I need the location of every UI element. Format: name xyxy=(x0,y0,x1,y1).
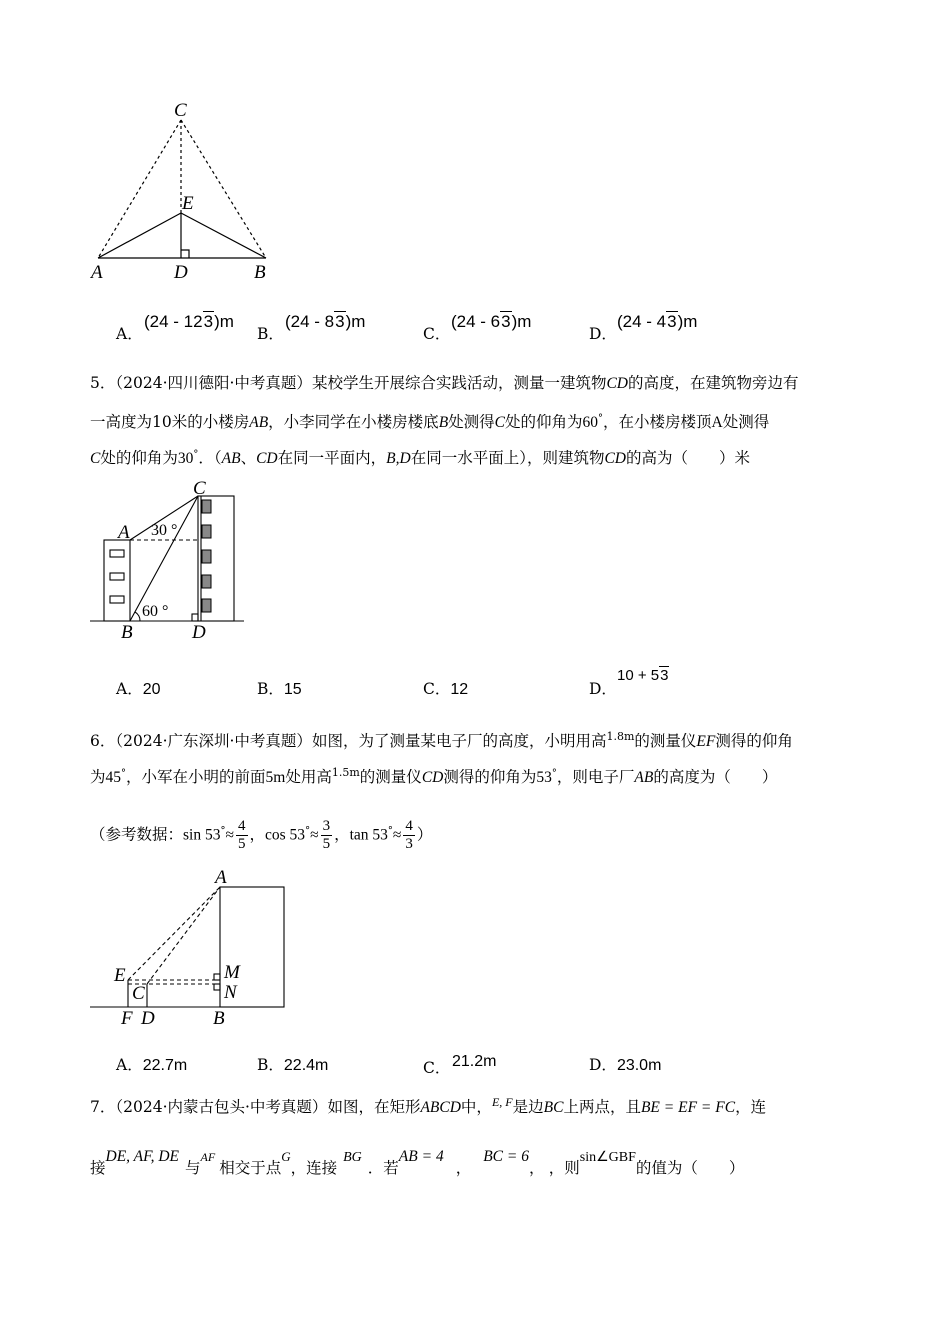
q4-option-c-value: (24 - 63)m xyxy=(451,312,532,331)
q4-option-a-value: (24 - 123)m xyxy=(144,312,234,331)
q6-line-1: 6．（2024·广东深圳·中考真题）如图，为了测量某电子厂的高度，小明用高$^{1.8m}$的测量仪EF测得的仰角 xyxy=(90,730,793,751)
q7-line-1: 7．（2024·内蒙古包头·中考真题）如图，在矩形ABCD中，$^{E, F}$是边BC上两点，且BE = EF = FC，连 xyxy=(90,1095,767,1117)
q6-line-2: 为45°，小军在小明的前面5m处用高$^{1.5m}$的测量仪CD测得的仰角为53°，则电子厂AB的高度为（ ） xyxy=(90,766,778,787)
fig4-label-c: C xyxy=(174,100,187,121)
q4-option-b-value: (24 - 83)m xyxy=(285,312,366,331)
q6-option-d[interactable]: D．23.0m xyxy=(589,1056,662,1074)
q4-option-d[interactable]: D． xyxy=(589,325,617,343)
q5-line-1: 5．（2024·四川德阳·中考真题）某校学生开展综合实践活动，测量一建筑物CD的高度，在建筑物旁边有 xyxy=(90,374,799,392)
q5-option-c[interactable]: C．12 xyxy=(423,680,469,698)
q5-option-b[interactable]: B．15 xyxy=(257,680,302,698)
q6-reference-data: （参考数据：sin 53°≈ $\frac{4}{5}$ ，cos 53°≈ $\frac{3}{5}$ ，tan 53°≈ $\frac{4}{3}$ ） xyxy=(90,818,433,852)
q6-fig-label-f: F xyxy=(121,1008,133,1029)
q5-option-d[interactable]: D． xyxy=(589,680,617,698)
q7-line-2: 接DE, AF, DE与$^{AF}$相交于点$^G$，连接BG．若AB = 4，BC = 6， ，则sin∠GBF的值为（ ） xyxy=(90,1148,745,1177)
fig4-label-d: D xyxy=(174,262,188,283)
q6-fig-label-e: E xyxy=(114,965,126,986)
q5-fig-angle-30: 30 ° xyxy=(151,522,178,539)
sight-c-a xyxy=(147,887,220,984)
q4-option-c[interactable]: C． xyxy=(423,325,451,343)
q6-fig-label-b: B xyxy=(213,1008,225,1029)
q7-source: （2024·内蒙古包头·中考真题） xyxy=(115,1098,328,1117)
fig4-label-b: B xyxy=(254,262,266,283)
q4-option-b[interactable]: B． xyxy=(257,325,284,343)
q5-option-a[interactable]: A．20 xyxy=(116,680,161,698)
fig4-label-e: E xyxy=(182,193,194,214)
q6-fig-label-a: A xyxy=(215,867,227,888)
q5-number: 5． xyxy=(90,374,116,392)
q6-fig-label-n: N xyxy=(224,982,237,1003)
q5-option-d-value: 10 + 53 xyxy=(617,667,669,684)
q5-fig-label-d: D xyxy=(192,622,206,643)
q5-fig-label-a: A xyxy=(118,522,130,543)
q6-option-c[interactable]: C． xyxy=(423,1059,451,1077)
q7-number: 7． xyxy=(90,1098,116,1117)
q6-number: 6． xyxy=(90,732,116,751)
right-angle-n xyxy=(214,984,220,990)
q5-line-2: 一高度为10米的小楼房AB，小李同学在小楼房楼底B处测得C处的仰角为60°，在小楼房楼顶A处测得 xyxy=(90,413,770,432)
sight-e-a xyxy=(128,887,220,980)
q5-source: （2024·四川德阳·中考真题） xyxy=(115,374,312,392)
q6-option-b[interactable]: B．22.4m xyxy=(257,1056,329,1074)
q5-fig-label-c: C xyxy=(193,478,206,499)
q5-line-3: C处的仰角为30°．（AB、CD在同一平面内，B,D在同一水平面上），则建筑物CD的高为（ ）米 xyxy=(90,449,751,468)
q6-fig-label-d: D xyxy=(141,1008,155,1029)
q6-source: （2024·广东深圳·中考真题） xyxy=(115,732,312,751)
q4-option-a[interactable]: A． xyxy=(116,325,143,343)
q4-option-d-value: (24 - 43)m xyxy=(617,312,698,331)
right-angle-m xyxy=(214,974,220,980)
q5-fig-angle-60: 60 ° xyxy=(142,603,169,620)
q5-fig-label-b: B xyxy=(121,622,133,643)
q6-option-a[interactable]: A．22.7m xyxy=(116,1056,188,1074)
q6-fig-label-c: C xyxy=(132,983,145,1004)
q6-option-c-value: 21.2m xyxy=(452,1053,497,1070)
q6-fig-label-m: M xyxy=(224,962,240,983)
fig4-label-a: A xyxy=(91,262,103,283)
